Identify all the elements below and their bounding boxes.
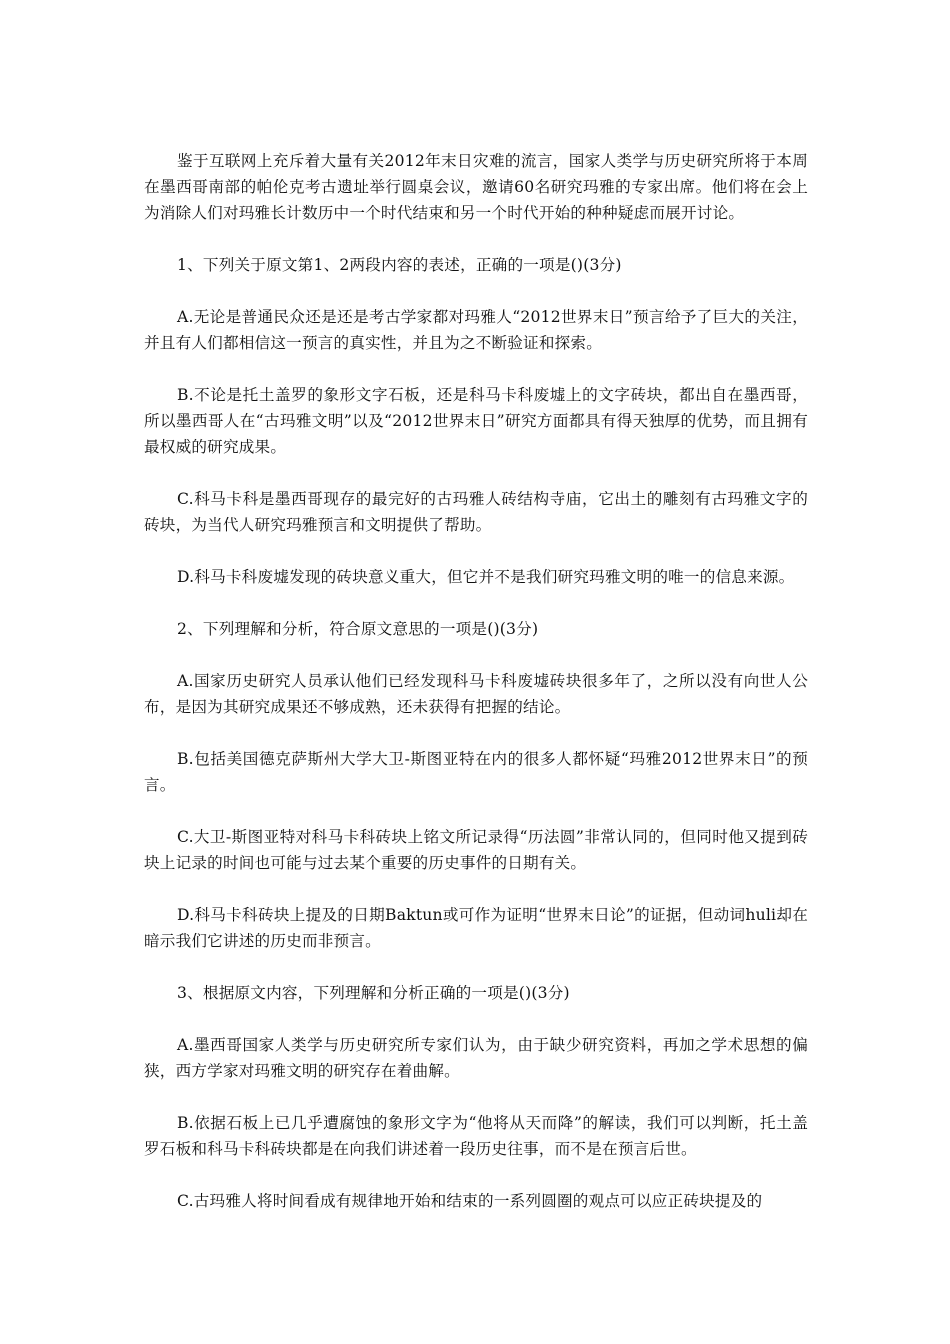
question-1-option-a: A.无论是普通民众还是还是考古学家都对玛雅人“2012世界末日”预言给予了巨大的关注，并且有人们都相信这一预言的真实性，并且为之不断验证和探索。 bbox=[144, 308, 808, 352]
document-page bbox=[144, 148, 808, 1240]
question-2-option-d: D.科马卡科砖块上提及的日期Baktun或可作为证明“世界末日论”的证据，但动词huli却在暗示我们它讲述的历史而非预言。 bbox=[144, 906, 808, 950]
intro-paragraph: 鉴于互联网上充斥着大量有关2012年末日灾难的流言，国家人类学与历史研究所将于本周在墨西哥南部的帕伦克考古遗址举行圆桌会议，邀请60名研究玛雅的专家出席。他们将在会上为消除人们对玛雅长计数历中一个时代结束和另一个时代开始的种种疑虑而展开讨论。 bbox=[144, 152, 808, 222]
question-1-stem: 1、下列关于原文第1、2两段内容的表述，正确的一项是()(3分) bbox=[177, 256, 622, 274]
question-2-option-b: B.包括美国德克萨斯州大学大卫-斯图亚特在内的很多人都怀疑“玛雅2012世界末日”的预言。 bbox=[144, 750, 808, 794]
question-1-option-b: B.不论是托土盖罗的象形文字石板，还是科马卡科废墟上的文字砖块，都出自在墨西哥，所以墨西哥人在“古玛雅文明”以及“2012世界末日”研究方面都具有得天独厚的优势，而且拥有最权威的研究成果。 bbox=[144, 386, 808, 456]
question-3-option-a: A.墨西哥国家人类学与历史研究所专家们认为，由于缺少研究资料，再加之学术思想的偏狭，西方学家对玛雅文明的研究存在着曲解。 bbox=[144, 1036, 808, 1080]
question-3-stem: 3、根据原文内容，下列理解和分析正确的一项是()(3分) bbox=[177, 984, 570, 1002]
question-2-option-a: A.国家历史研究人员承认他们已经发现科马卡科废墟砖块很多年了，之所以没有向世人公布，是因为其研究成果还不够成熟，还未获得有把握的结论。 bbox=[144, 672, 808, 716]
question-1-option-c: C.科马卡科是墨西哥现存的最完好的古玛雅人砖结构寺庙，它出土的雕刻有古玛雅文字的砖块，为当代人研究玛雅预言和文明提供了帮助。 bbox=[144, 490, 808, 534]
question-3-option-c: C.古玛雅人将时间看成有规律地开始和结束的一系列圆圈的观点可以应正砖块提及的 bbox=[177, 1192, 763, 1210]
question-2-option-c: C.大卫-斯图亚特对科马卡科砖块上铭文所记录得“历法圆”非常认同的，但同时他又提到砖块上记录的时间也可能与过去某个重要的历史事件的日期有关。 bbox=[144, 828, 808, 872]
question-2-stem: 2、下列理解和分析，符合原文意思的一项是()(3分) bbox=[177, 620, 539, 638]
question-3-option-b: B.依据石板上已几乎遭腐蚀的象形文字为“他将从天而降”的解读，我们可以判断，托土盖罗石板和科马卡科砖块都是在向我们讲述着一段历史往事，而不是在预言后世。 bbox=[144, 1114, 808, 1158]
question-1-option-d: D.科马卡科废墟发现的砖块意义重大，但它并不是我们研究玛雅文明的唯一的信息来源。 bbox=[177, 568, 795, 586]
